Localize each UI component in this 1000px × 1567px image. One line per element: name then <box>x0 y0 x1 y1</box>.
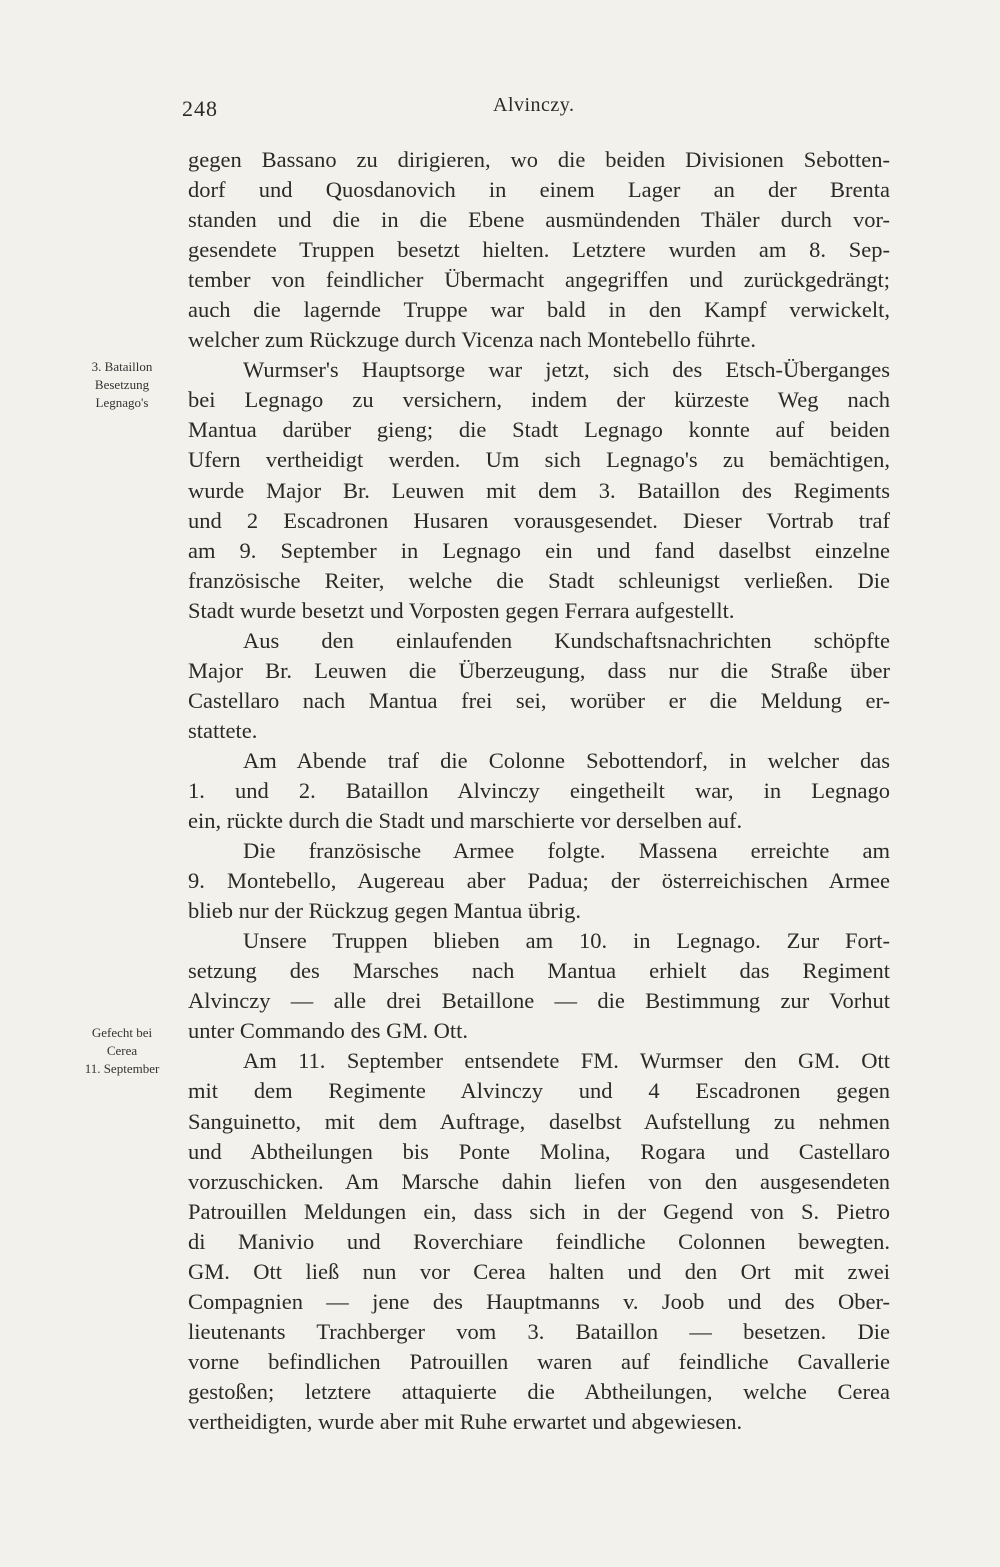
text-line: Patrouillen Meldungen ein, dass sich in der Gegend von S. Pietro <box>188 1198 890 1224</box>
text-line: Mantua darüber gieng; die Stadt Legnago konnte auf beiden <box>188 417 890 443</box>
text-line: am 9. September in Legnago ein und fand daselbst einzelne <box>188 537 890 563</box>
text-line: Am 11. September entsendete FM. Wurmser den GM. Ott <box>243 1048 890 1074</box>
text-line: vorzuschicken. Am Marsche dahin liefen von den ausgesendeten <box>188 1168 890 1194</box>
text-line: unter Commando des GM. Ott. <box>188 1018 468 1044</box>
text-line: Sanguinetto, mit dem Auftrage, daselbst Aufstellung zu nehmen <box>188 1108 890 1134</box>
margin-note-line: Besetzung <box>94 377 150 392</box>
text-line: und 2 Escadronen Husaren vorausgesendet. Dieser Vortrab traf <box>188 507 890 533</box>
text-line: 1. und 2. Bataillon Alvinczy eingetheilt war, in Legnago <box>188 777 890 803</box>
body-text <box>188 145 890 1437</box>
text-line: setzung des Marsches nach Mantua erhielt das Regiment <box>188 958 890 984</box>
text-line: dorf und Quosdanovich in einem Lager an der Brenta <box>188 177 890 203</box>
text-line: Am Abende traf die Colonne Sebottendorf, in welcher das <box>243 747 890 773</box>
text-line: stattete. <box>188 717 258 743</box>
text-line: mit dem Regimente Alvinczy und 4 Escadronen gegen <box>188 1078 890 1104</box>
text-line: wurde Major Br. Leuwen mit dem 3. Bataillon des Regiments <box>188 477 890 503</box>
text-line: Unsere Truppen blieben am 10. in Legnago. Zur Fort- <box>243 928 890 954</box>
text-line: vorne befindlichen Patrouillen waren auf feindliche Cavallerie <box>188 1348 890 1374</box>
text-line: lieutenants Trachberger vom 3. Bataillon — besetzen. Die <box>188 1318 890 1344</box>
text-line: vertheidigten, wurde aber mit Ruhe erwartet und abgewiesen. <box>188 1408 743 1434</box>
text-line: Major Br. Leuwen die Überzeugung, dass nur die Straße über <box>188 657 890 683</box>
text-line: bei Legnago zu versichern, indem der kürzeste Weg nach <box>188 387 890 413</box>
margin-note-gefecht <box>62 1024 182 1078</box>
text-line: auch die lagernde Truppe war bald in den Kampf verwickelt, <box>188 297 890 323</box>
text-line: gestoßen; letztere attaquierte die Abtheilungen, welche Cerea <box>188 1378 890 1404</box>
text-line: Aus den einlaufenden Kundschaftsnachrichten schöpfte <box>243 627 890 653</box>
page-number: 248 <box>182 96 218 121</box>
text-line: Stadt wurde besetzt und Vorposten gegen Ferrara aufgestellt. <box>188 597 735 623</box>
text-line: tember von feindlicher Übermacht angegriffen und zurückgedrängt; <box>188 267 890 293</box>
margin-note-line: 11. September <box>84 1061 160 1076</box>
text-line: welcher zum Rückzuge durch Vicenza nach Montebello führte. <box>188 327 757 353</box>
text-line: 9. Montebello, Augereau aber Padua; der österreichischen Armee <box>188 868 890 894</box>
text-line: GM. Ott ließ nun vor Cerea halten und den Ort mit zwei <box>188 1258 890 1284</box>
text-line: blieb nur der Rückzug gegen Mantua übrig. <box>188 898 582 924</box>
margin-note-bataillon <box>62 358 182 412</box>
text-line: gesendete Truppen besetzt hielten. Letztere wurden am 8. Sep- <box>188 237 890 263</box>
text-line: Ufern vertheidigt werden. Um sich Legnago's zu bemächtigen, <box>188 447 890 473</box>
text-line: Castellaro nach Mantua frei sei, worüber er die Meldung er- <box>188 687 890 713</box>
running-title: Alvinczy. <box>493 94 575 116</box>
margin-note-line: Legnago's <box>95 395 149 410</box>
text-line: di Manivio und Roverchiare feindliche Colonnen bewegten. <box>188 1228 890 1254</box>
margin-note-line: 3. Bataillon <box>91 359 153 374</box>
text-line: Die französische Armee folgte. Massena erreichte am <box>243 838 890 864</box>
text-line: gegen Bassano zu dirigieren, wo die beiden Divisionen Sebotten- <box>188 147 890 172</box>
text-line: Alvinczy — alle drei Betaillone — die Bestimmung zur Vorhut <box>188 988 890 1014</box>
text-line: standen und die in die Ebene ausmündenden Thäler durch vor- <box>188 207 890 233</box>
text-line: ein, rückte durch die Stadt und marschierte vor derselben auf. <box>188 808 743 834</box>
margin-note-line: Gefecht bei <box>91 1025 153 1040</box>
text-line: Compagnien — jene des Hauptmanns v. Joob und des Ober- <box>188 1288 890 1314</box>
text-line: und Abtheilungen bis Ponte Molina, Rogara und Castellaro <box>188 1138 890 1164</box>
text-line: französische Reiter, welche die Stadt schleunigst verließen. Die <box>188 567 890 593</box>
margin-note-line: Cerea <box>106 1043 138 1058</box>
text-line: Wurmser's Hauptsorge war jetzt, sich des Etsch-Überganges <box>243 357 890 383</box>
